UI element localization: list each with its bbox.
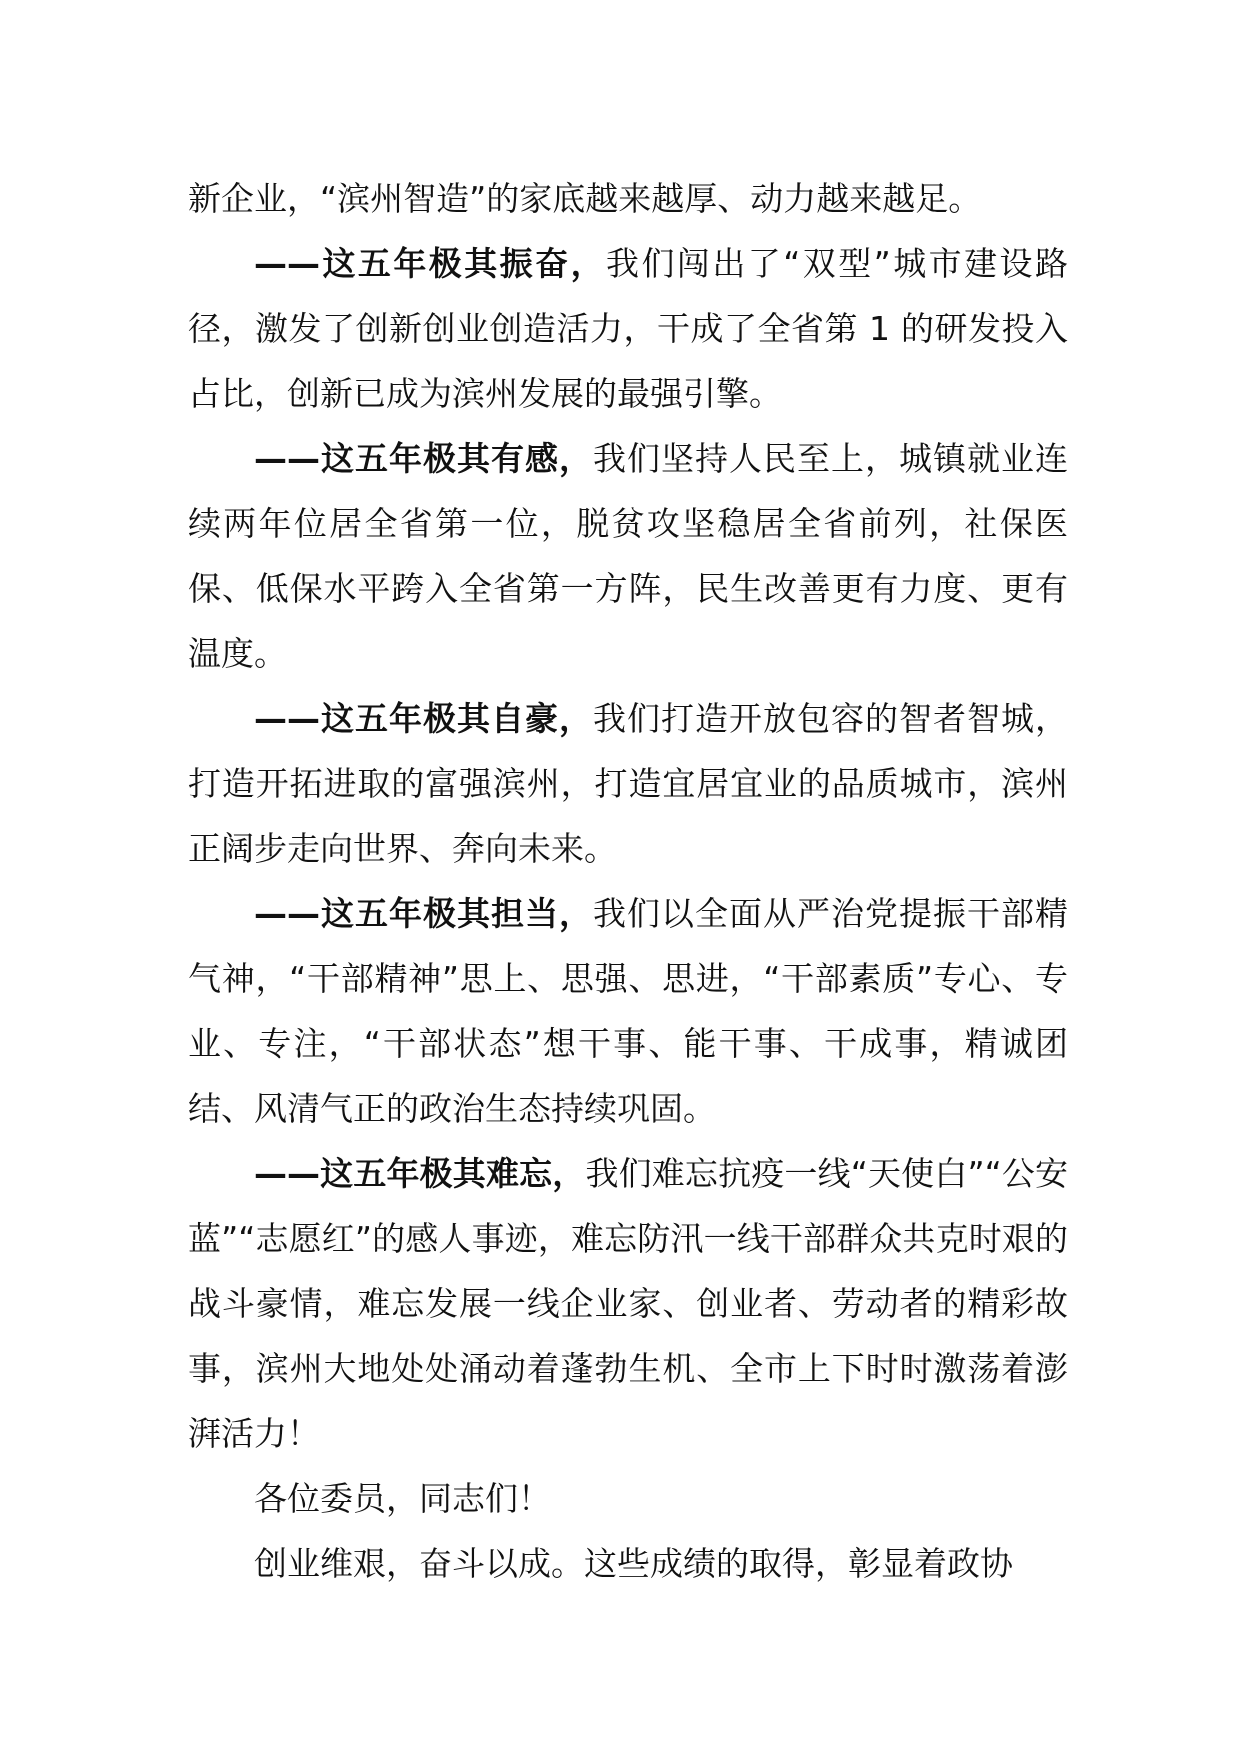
paragraph-text: 我们坚持人民至上，城镇就业连续两年位居全省第一位，脱贫攻坚稳居全省前列，社保医保、低保水平跨入全省第一方阵，民生改善更有力度、更有温度。 — [188, 439, 1068, 673]
paragraph-feeling — [188, 426, 1068, 686]
paragraph-unforgettable — [188, 1141, 1068, 1466]
paragraph-lead: ——这五年极其担当， — [254, 894, 593, 933]
paragraph-proud — [188, 686, 1068, 881]
paragraph-text: 各位委员，同志们！ — [254, 1479, 551, 1518]
paragraph-text: 我们闯出了“双型”城市建设路径，激发了创新创业创造活力，干成了全省第 1 的研发投入占比，创新已成为滨州发展的最强引擎。 — [188, 244, 1068, 413]
paragraph-greeting — [188, 1466, 1068, 1531]
paragraph-lead: ——这五年极其有感， — [254, 439, 593, 478]
paragraph-text: 我们以全面从严治党提振干部精气神，“干部精神”思上、思强、思进，“干部素质”专心、专业、专注，“干部状态”想干事、能干事、干成事，精诚团结、风清气正的政治生态持续巩固。 — [188, 894, 1068, 1128]
paragraph-text: 我们打造开放包容的智者智城，打造开拓进取的富强滨州，打造宜居宜业的品质城市，滨州正阔步走向世界、奔向未来。 — [188, 699, 1068, 868]
paragraph-text: 创业维艰，奋斗以成。这些成绩的取得，彰显着政协 — [254, 1544, 1013, 1583]
paragraph-text: 新企业，“滨州智造”的家底越来越厚、动力越来越足。 — [188, 179, 982, 218]
paragraph-lead: ——这五年极其自豪， — [254, 699, 593, 738]
paragraph-closing — [188, 1531, 1068, 1596]
paragraph-lead: ——这五年极其振奋， — [254, 244, 607, 283]
paragraph-inspiring — [188, 231, 1068, 426]
paragraph-lead: ——这五年极其难忘， — [254, 1154, 586, 1193]
body-text — [188, 166, 1068, 1596]
paragraph-responsibility — [188, 881, 1068, 1141]
paragraph-continuation — [188, 166, 1068, 231]
paragraph-text: 我们难忘抗疫一线“天使白”“公安蓝”“志愿红”的感人事迹，难忘防汛一线干部群众共克时艰的战斗豪情，难忘发展一线企业家、创业者、劳动者的精彩故事，滨州大地处处涌动着蓬勃生机、全市上下时时激荡着澎湃活力！ — [188, 1154, 1068, 1453]
